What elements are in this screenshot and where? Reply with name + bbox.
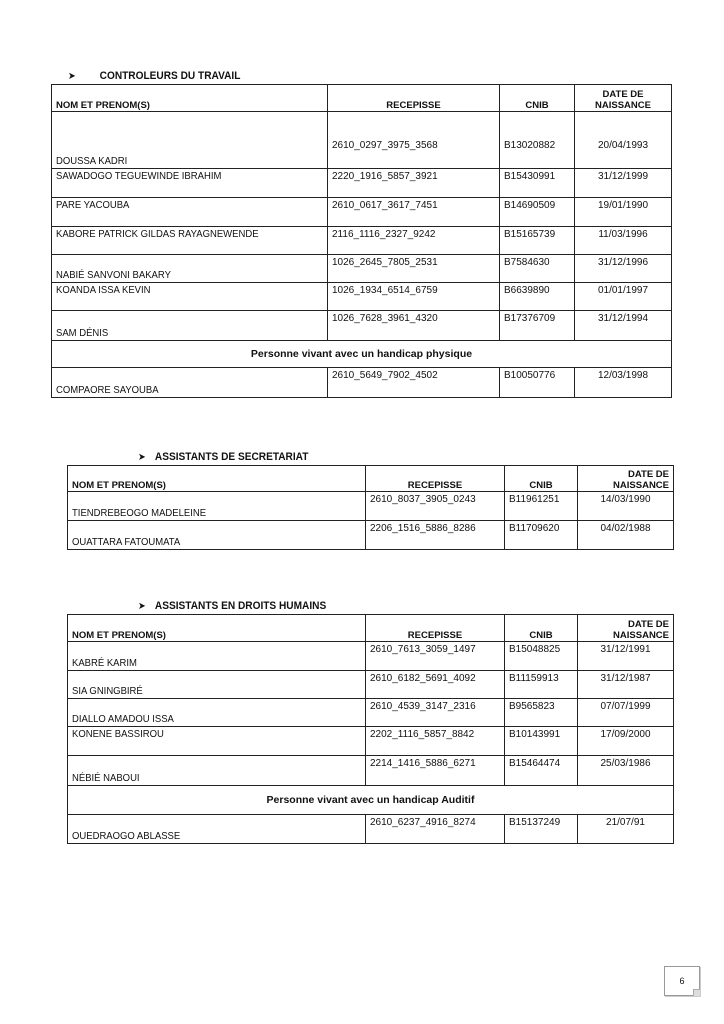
header-cnib: CNIB	[500, 85, 575, 112]
cell-recepisse: 2206_1516_5886_8286	[366, 521, 505, 550]
cell-date: 21/07/91	[578, 815, 674, 844]
header-date	[578, 466, 674, 492]
cell-date: 07/07/1999	[578, 699, 674, 727]
cell-cnib: B15464474	[505, 756, 578, 786]
table-row	[52, 283, 672, 311]
cell-date: 31/12/1994	[575, 311, 672, 341]
table-row	[52, 255, 672, 283]
cell-recepisse: 2610_6237_4916_8274	[366, 815, 505, 844]
section-heading-controleurs	[68, 70, 240, 82]
table-row	[68, 756, 674, 786]
cell-cnib: B11709620	[505, 521, 578, 550]
cell-name: DOUSSA KADRI	[52, 112, 328, 169]
table-header-row	[68, 466, 674, 492]
table-row	[68, 815, 674, 844]
arrow-bullet-icon: ➤	[138, 451, 146, 463]
header-name: NOM ET PRENOM(S)	[68, 615, 366, 642]
cell-date: 14/03/1990	[578, 492, 674, 521]
cell-name: OUEDRAOGO ABLASSE	[68, 815, 366, 844]
table-header-row	[52, 85, 672, 112]
header-cnib: CNIB	[505, 466, 578, 492]
category-label: Personne vivant avec un handicap physique	[52, 341, 672, 368]
table-droits-humains	[67, 614, 674, 844]
cell-name: KONENE BASSIROU	[68, 727, 366, 756]
cell-cnib: B7584630	[500, 255, 575, 283]
table-secretariat	[67, 465, 674, 550]
table-row	[68, 521, 674, 550]
table-row	[52, 368, 672, 398]
cell-name: NABIÉ SANVONI BAKARY	[52, 255, 328, 283]
cell-recepisse: 2610_8037_3905_0243	[366, 492, 505, 521]
section-title: CONTROLEURS DU TRAVAIL	[99, 70, 241, 82]
cell-cnib: B15048825	[505, 642, 578, 671]
cell-recepisse: 1026_7628_3961_4320	[328, 311, 500, 341]
header-date-line2: NAISSANCE	[613, 630, 669, 641]
header-date	[578, 615, 674, 642]
cell-recepisse: 2610_5649_7902_4502	[328, 368, 500, 398]
cell-recepisse: 2610_4539_3147_2316	[366, 699, 505, 727]
cell-date: 17/09/2000	[578, 727, 674, 756]
table-row	[68, 699, 674, 727]
category-label: Personne vivant avec un handicap Auditif	[68, 786, 674, 815]
header-date-line2: NAISSANCE	[613, 480, 669, 491]
cell-date: 20/04/1993	[575, 112, 672, 169]
cell-cnib: B15165739	[500, 227, 575, 255]
section-heading-secretariat	[138, 451, 308, 463]
cell-recepisse: 2202_1116_5857_8842	[366, 727, 505, 756]
table-row	[68, 492, 674, 521]
cell-cnib: B13020882	[500, 112, 575, 169]
cell-recepisse: 2214_1416_5886_6271	[366, 756, 505, 786]
cell-name: COMPAORE SAYOUBA	[52, 368, 328, 398]
cell-recepisse: 2610_6182_5691_4092	[366, 671, 505, 699]
cell-name: SIA GNINGBIRÉ	[68, 671, 366, 699]
header-date	[575, 85, 672, 112]
cell-date: 31/12/1991	[578, 642, 674, 671]
table-row	[68, 642, 674, 671]
table-row	[52, 311, 672, 341]
cell-cnib: B10143991	[505, 727, 578, 756]
cell-recepisse: 2220_1916_5857_3921	[328, 169, 500, 198]
cell-name: KOANDA ISSA KEVIN	[52, 283, 328, 311]
cell-cnib: B15137249	[505, 815, 578, 844]
cell-cnib: B17376709	[500, 311, 575, 341]
cell-name: TIENDREBEOGO MADELEINE	[68, 492, 366, 521]
cell-cnib: B15430991	[500, 169, 575, 198]
cell-name: SAM DÉNIS	[52, 311, 328, 341]
cell-name: NÉBIÉ NABOUI	[68, 756, 366, 786]
cell-date: 01/01/1997	[575, 283, 672, 311]
header-recepisse: RECEPISSE	[366, 615, 505, 642]
cell-cnib: B6639890	[500, 283, 575, 311]
cell-recepisse: 2610_0297_3975_3568	[328, 112, 500, 169]
cell-name: SAWADOGO TEGUEWINDE IBRAHIM	[52, 169, 328, 198]
header-date-line1: DATE DE	[628, 469, 669, 480]
cell-date: 04/02/1988	[578, 521, 674, 550]
cell-cnib: B10050776	[500, 368, 575, 398]
header-name: NOM ET PRENOM(S)	[52, 85, 328, 112]
table-controleurs	[51, 84, 672, 398]
arrow-bullet-icon: ➤	[138, 600, 146, 612]
table-row	[52, 169, 672, 198]
cell-recepisse: 2610_0617_3617_7451	[328, 198, 500, 227]
cell-name: KABRÉ KARIM	[68, 642, 366, 671]
cell-date: 31/12/1987	[578, 671, 674, 699]
header-date-line1: DATE DE	[602, 89, 644, 100]
table-header-row	[68, 615, 674, 642]
table-row	[68, 671, 674, 699]
cell-date: 11/03/1996	[575, 227, 672, 255]
arrow-bullet-icon: ➤	[68, 70, 76, 82]
header-date-line1: DATE DE	[628, 619, 669, 630]
header-recepisse: RECEPISSE	[366, 466, 505, 492]
header-name: NOM ET PRENOM(S)	[68, 466, 366, 492]
cell-cnib: B11961251	[505, 492, 578, 521]
section-title: ASSISTANTS DE SECRETARIAT	[154, 451, 309, 463]
cell-date: 31/12/1996	[575, 255, 672, 283]
table-row	[68, 727, 674, 756]
cell-name: DIALLO AMADOU ISSA	[68, 699, 366, 727]
table-row	[52, 227, 672, 255]
cell-recepisse: 1026_2645_7805_2531	[328, 255, 500, 283]
cell-name: OUATTARA FATOUMATA	[68, 521, 366, 550]
section-heading-droits-humains	[138, 600, 326, 612]
header-date-line2: NAISSANCE	[595, 100, 651, 111]
cell-recepisse: 1026_1934_6514_6759	[328, 283, 500, 311]
cell-cnib: B11159913	[505, 671, 578, 699]
table-row	[52, 198, 672, 227]
cell-date: 31/12/1999	[575, 169, 672, 198]
cell-recepisse: 2116_1116_2327_9242	[328, 227, 500, 255]
cell-cnib: B14690509	[500, 198, 575, 227]
table-row	[52, 112, 672, 169]
cell-date: 19/01/1990	[575, 198, 672, 227]
page-number: 6	[664, 966, 700, 996]
cell-date: 25/03/1986	[578, 756, 674, 786]
cell-name: PARE YACOUBA	[52, 198, 328, 227]
cell-date: 12/03/1998	[575, 368, 672, 398]
cell-cnib: B9565823	[505, 699, 578, 727]
header-recepisse: RECEPISSE	[328, 85, 500, 112]
cell-recepisse: 2610_7613_3059_1497	[366, 642, 505, 671]
category-row	[52, 341, 672, 368]
header-cnib: CNIB	[505, 615, 578, 642]
section-title: ASSISTANTS EN DROITS HUMAINS	[154, 600, 327, 612]
cell-name: KABORE PATRICK GILDAS RAYAGNEWENDE	[52, 227, 328, 255]
category-row	[68, 786, 674, 815]
